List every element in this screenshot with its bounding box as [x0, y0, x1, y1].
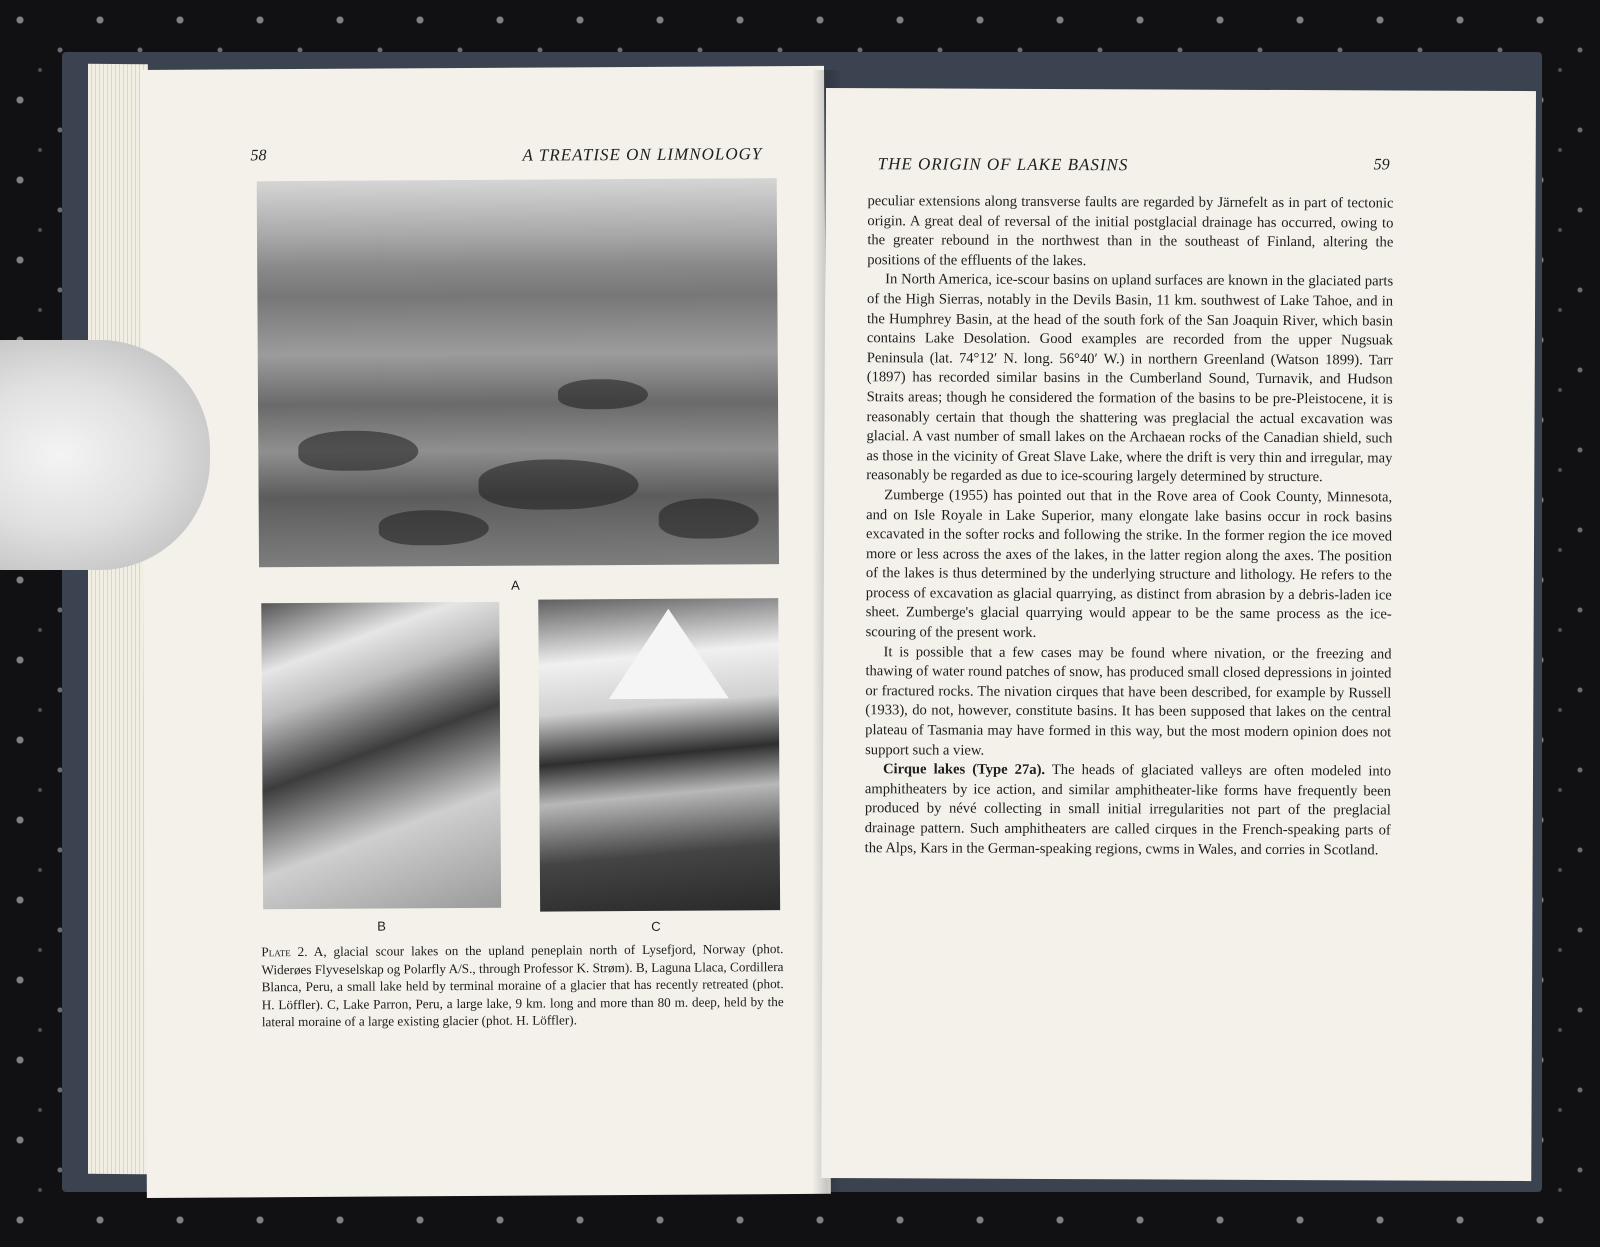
cirque-lakes-text: The heads of glaciated valleys are often modeled into amphitheaters by ice action, and similar amphitheater-like forms have frequently been produced by névé collecting in small initial irregularities not part of the preglacial drainage pattern. Such amphitheaters are called cirques in the French-speaking parts of the Alps, Kars in the German-speaking regions, cwms in Wales, and corries in Scotland. [864, 762, 1392, 859]
page-edges [88, 64, 148, 1174]
plate-photo-b [261, 602, 501, 909]
paragraph-4: It is possible that a few cases may be found where nivation, or the freezing and thawing of water round patches of snow, has produced small closed depressions in jointed or fractured rocks. The nivation cirques that have been described, for example by Russell (1933), do not, however, constitute basins. It has been supposed that lakes on the central plateau of Tasmania may have formed in this way, but the most modern opinion does not support such a view. [865, 643, 1392, 759]
paragraph-2: In North America, ice-scour basins on upland surfaces are known in the glaciated parts of the High Sierras, notably in the Devils Basin, 11 km. southwest of Lake Tahoe, and in the Humphrey Basin, at the head of the south fork of the San Joaquin River, which basin contains Lake Desolation. Good examples are recorded from the upper Nugsuak Peninsula (lat. 74°12′ N. long. 56°40′ W.) in northern Greenland (Watson 1899). Tarr (1897) has recorded similar basins in the Cumberland Sound, Turnavik, and Hudson Straits areas; though he considered the formation of the basins to be pre-Pleistocene, it is reasonably certain that though the shattering was preglacial the actual excavation was glacial. A vast number of small lakes on the Archaean rocks of the Canadian shield, such as those in the vicinity of Great Slave Lake, where the drift is very thin and irregular, may reasonably be regarded as due to ice-scouring largely determined by structure. [866, 271, 1394, 486]
plate-label-c: C [651, 918, 661, 934]
plate-caption-text: A, glacial scour lakes on the upland peneplain north of Lysefjord, Norway (phot. Widerøes Flyveselskap og Polarfly A/S., through Professor K. Strøm). B, Laguna Llaca, Cordillera Blanca, Peru, a small lake held by terminal moraine of a glacier that has recently retreated (phot. H. Löffler). C, Lake Parron, Peru, a large lake, 9 km. long and more than 80 m. deep, held by the lateral moraine of a large existing glacier (phot. H. Löffler). [261, 941, 784, 1030]
left-running-head: A TREATISE ON LIMNOLOGY [522, 144, 763, 165]
right-page-number: 59 [1373, 156, 1390, 174]
plate-caption [261, 940, 784, 1031]
gloved-thumb [0, 340, 210, 570]
paragraph-3: Zumberge (1955) has pointed out that in the Rove area of Cook County, Minnesota, and on Isle Royale in Lake Superior, many elongate lake basins occur in rock basins excavated in the softer rocks and following the strike. In the former region the ice moved more or less across the axes of the lakes, in the latter region along the axes. The position of the lakes is thus determined by the underlying structure and lithology. He refers to the process of excavation as glacial quarrying, as distinct from abrasion by a debris-laden ice sheet. Zumberge's glacial quarrying would appear to be the same process as the ice-scouring of the present work. [865, 487, 1393, 641]
plate-caption-label: Plate 2. [261, 943, 308, 960]
right-running-head: THE ORIGIN OF LAKE BASINS [877, 154, 1129, 175]
cirque-lakes-heading: Cirque lakes (Type 27a). [882, 761, 1046, 779]
right-page-body [865, 192, 1394, 860]
plate-photo-c [538, 598, 780, 911]
plate-label-a: A [511, 577, 520, 593]
paragraph-1: peculiar extensions along transverse faults are regarded by Järnefelt as in part of tectonic origin. A great deal of reversal of the initial postglacial drainage has occurred, owing to the greater rebound in the northwest than in the southeast of Finland, altering the positions of the effluents of the lakes. [867, 193, 1394, 269]
left-page [140, 66, 831, 1198]
left-page-number: 58 [250, 147, 267, 165]
plate-photo-a [257, 178, 779, 567]
paragraph-5 [865, 760, 1391, 860]
right-page [821, 88, 1536, 1181]
plate-label-b: B [377, 918, 386, 934]
